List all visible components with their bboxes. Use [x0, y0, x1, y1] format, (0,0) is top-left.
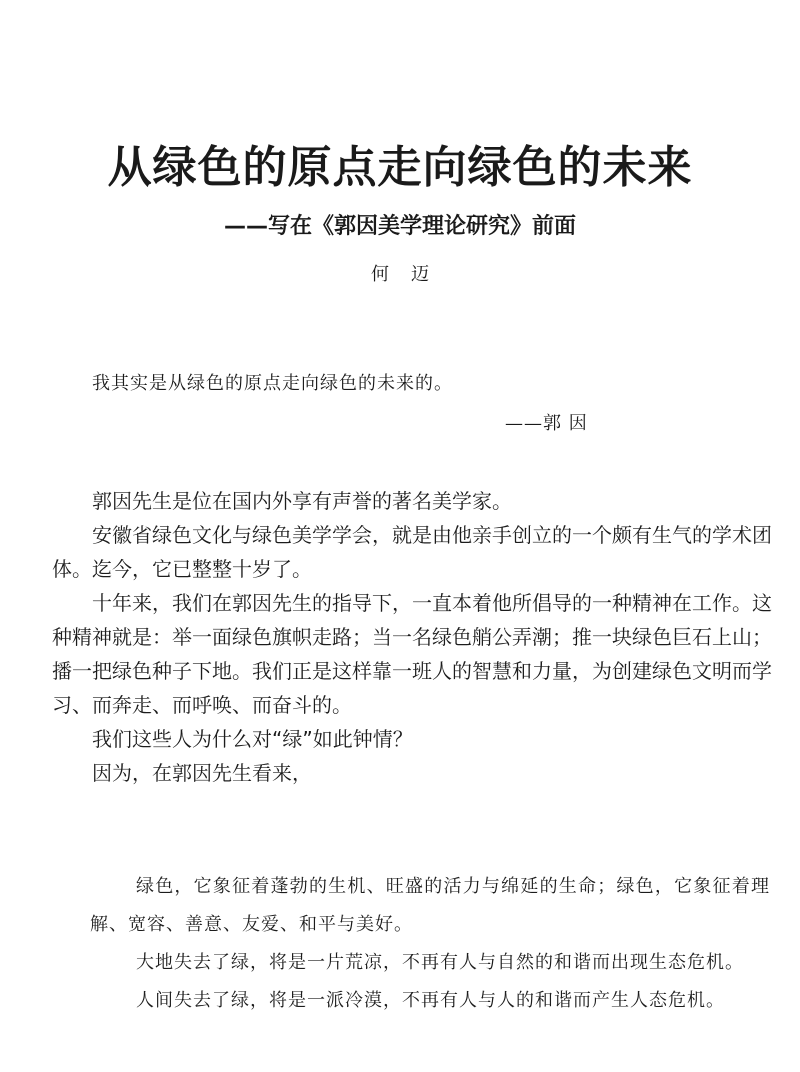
epigraph-text: 我其实是从绿色的原点走向绿色的未来的。	[92, 373, 453, 394]
article-title: 从绿色的原点走向绿色的未来	[107, 142, 693, 193]
body-paragraph: 因为，在郭因先生看来，	[92, 761, 312, 785]
epigraph-attribution: ——郭 因	[505, 413, 588, 434]
quote-paragraph: 人间失去了绿，将是一派冷漠，不再有人与人的和谐而产生人态危机。	[136, 990, 725, 1011]
body-text	[52, 484, 772, 790]
body-paragraph: 我们这些人为什么对“绿”如此钟情？	[92, 727, 413, 751]
article-author: 何迈	[371, 264, 451, 285]
body-paragraph: 郭因先生是位在国内外享有声誉的著名美学家。	[92, 489, 512, 513]
body-paragraph: 安徽省绿色文化与绿色美学学会，就是由他亲手创立的一个颇有生气的学术团体。迄今，它已整整十岁了。	[52, 523, 772, 581]
article-subtitle: ——写在《郭因美学理论研究》前面	[223, 214, 576, 239]
quote-paragraph: 大地失去了绿，将是一片荒凉，不再有人与自然的和谐而出现生态危机。	[136, 952, 744, 973]
quote-paragraph: 绿色，它象征着蓬勃的生机、旺盛的活力与绵延的生命；绿色，它象征着理解、宽容、善意、友爱、和平与美好。	[90, 876, 770, 935]
quote-block	[90, 868, 770, 1020]
body-paragraph: 十年来，我们在郭因先生的指导下，一直本着他所倡导的一种精神在工作。这种精神就是：举一面绿色旗帜走路；当一名绿色艄公弄潮；推一块绿色巨石上山；播一把绿色种子下地。我们正是这样靠一班人的智慧和力量，为创建绿色文明而学习、而奔走、而呼唤、而奋斗的。	[52, 591, 772, 717]
